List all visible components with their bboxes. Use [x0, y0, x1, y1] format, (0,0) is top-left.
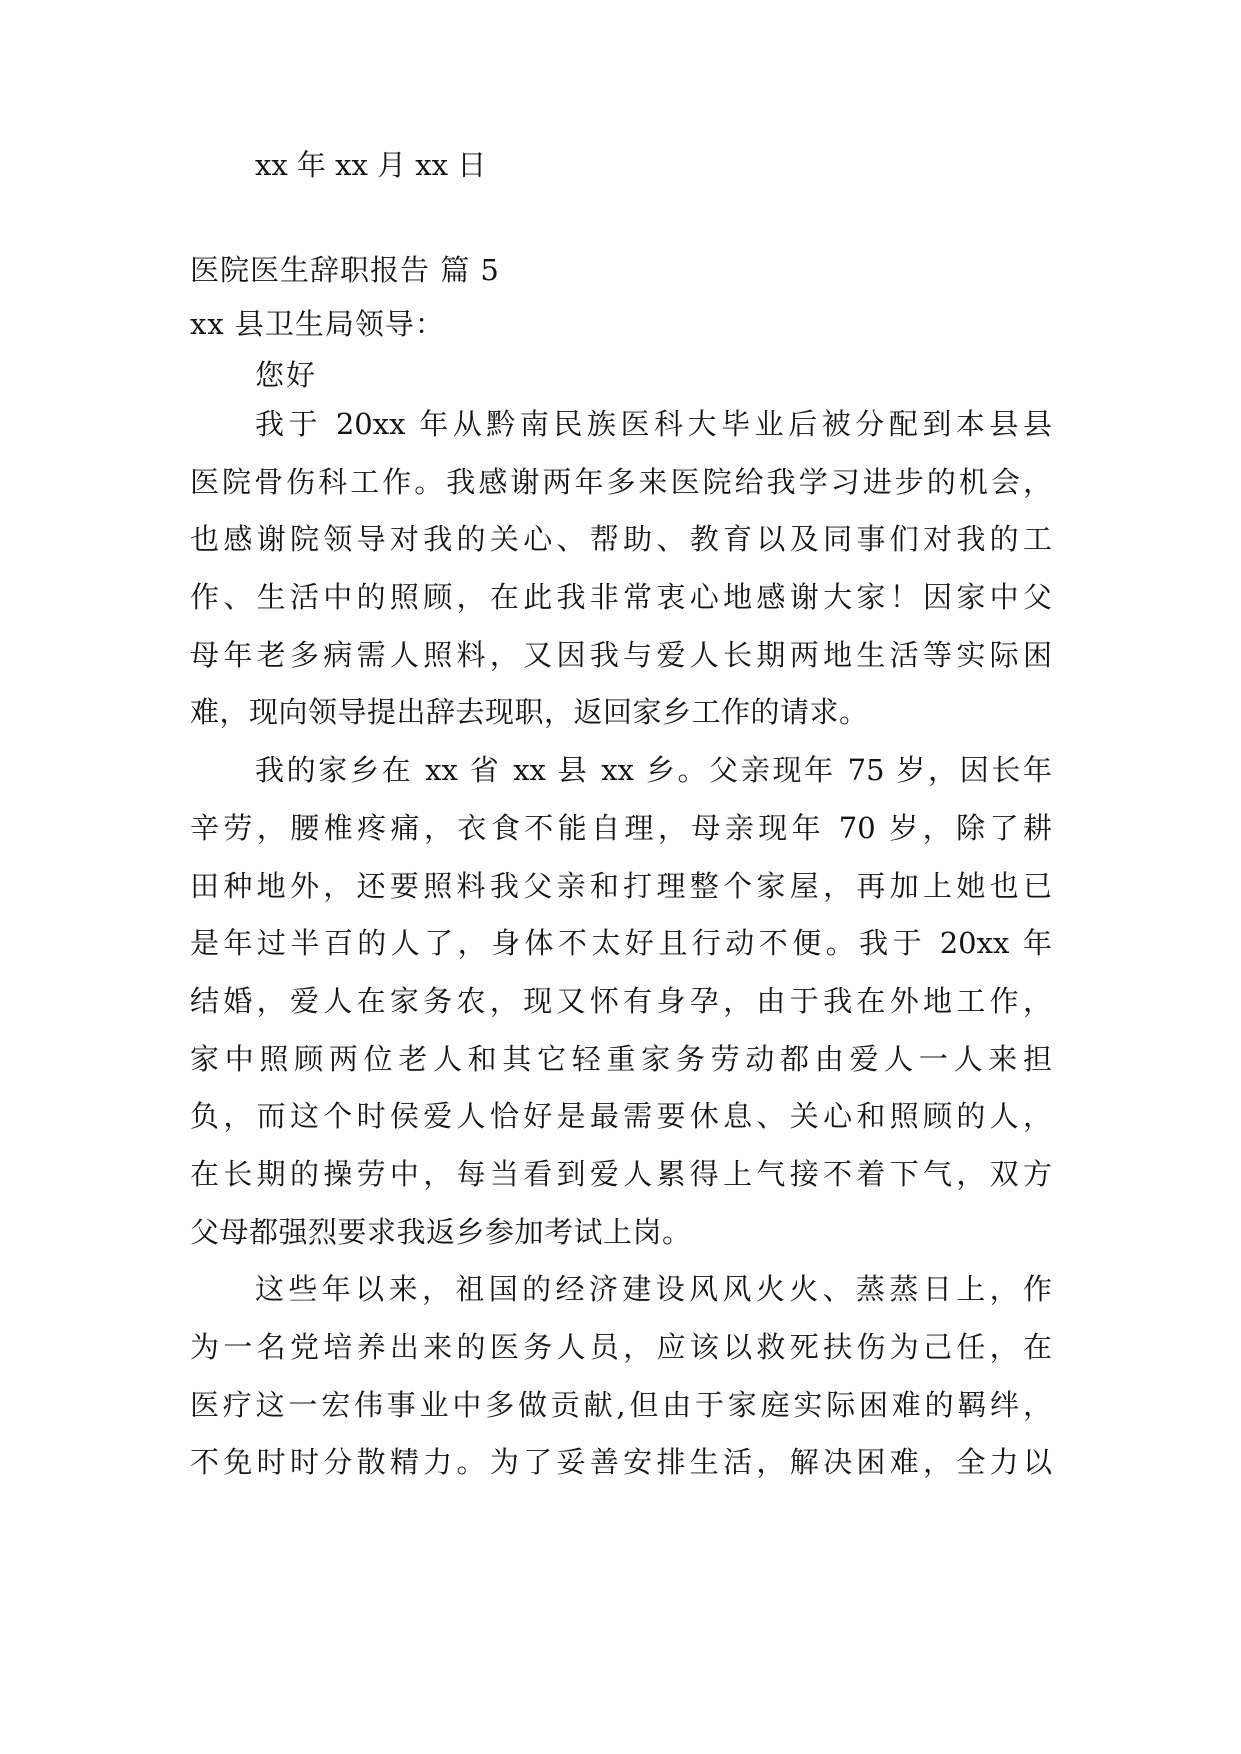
paragraph-line: 难，现向领导提出辞去现职，返回家乡工作的请求。: [190, 695, 869, 730]
paragraph-line: 家中照顾两位老人和其它轻重家务劳动都由爱人一人来担: [190, 1041, 1052, 1076]
paragraph-3: [190, 1261, 1052, 1492]
paragraph-line: 田种地外，还要照料我父亲和打理整个家屋，再加上她也已: [190, 868, 1052, 903]
salutation: xx 县卫生局领导：: [190, 307, 445, 341]
letter-body: [190, 396, 1052, 1492]
paragraph-line: 我于 20xx 年从黔南民族医科大毕业后被分配到本县县: [255, 407, 1052, 441]
paragraph-line: 负，而这个时侯爱人恰好是最需要休息、关心和照顾的人，: [190, 1099, 1052, 1134]
paragraph-line: 不免时时分散精力。为了妥善安排生活，解决困难，全力以: [190, 1445, 1052, 1480]
paragraph-1: [190, 396, 1052, 742]
paragraph-line: 我的家乡在 xx 省 xx 县 xx 乡。父亲现年 75 岁，因长年: [255, 753, 1052, 788]
paragraph-line: 辛劳，腰椎疼痛，衣食不能自理，母亲现年 70 岁，除了耕: [190, 810, 1052, 845]
paragraph-line: 也感谢院领导对我的关心、帮助、教育以及同事们对我的工: [190, 522, 1052, 557]
paragraph-line: 为一名党培养出来的医务人员，应该以救死扶伤为己任，在: [190, 1330, 1052, 1364]
paragraph-line: 医院骨伤科工作。我感谢两年多来医院给我学习进步的机会，: [190, 464, 1052, 499]
paragraph-line: 在长期的操劳中，每当看到爱人累得上气接不着下气，双方: [190, 1156, 1052, 1191]
paragraph-line: 医疗这一宏伟事业中多做贡献,但由于家庭实际困难的羁绊，: [190, 1387, 1052, 1422]
paragraph-line: 这些年以来，祖国的经济建设风风火火、蒸蒸日上，作: [255, 1272, 1052, 1307]
paragraph-line: 父母都强烈要求我返乡参加考试上岗。: [190, 1214, 692, 1249]
paragraph-line: 作、生活中的照顾，在此我非常衷心地感谢大家！因家中父: [190, 580, 1052, 615]
paragraph-line: 是年过半百的人了，身体不太好且行动不便。我于 20xx 年: [190, 926, 1052, 961]
paragraph-line: 母年老多病需人照料，又因我与爱人长期两地生活等实际困: [190, 637, 1052, 672]
greeting: 您好: [255, 358, 318, 392]
paragraph-line: 结婚，爱人在家务农，现又怀有身孕，由于我在外地工作，: [190, 983, 1052, 1018]
date-line: xx 年 xx 月 xx 日: [255, 148, 487, 182]
paragraph-2: [190, 742, 1052, 1261]
report-title: 医院医生辞职报告 篇 5: [190, 253, 500, 287]
